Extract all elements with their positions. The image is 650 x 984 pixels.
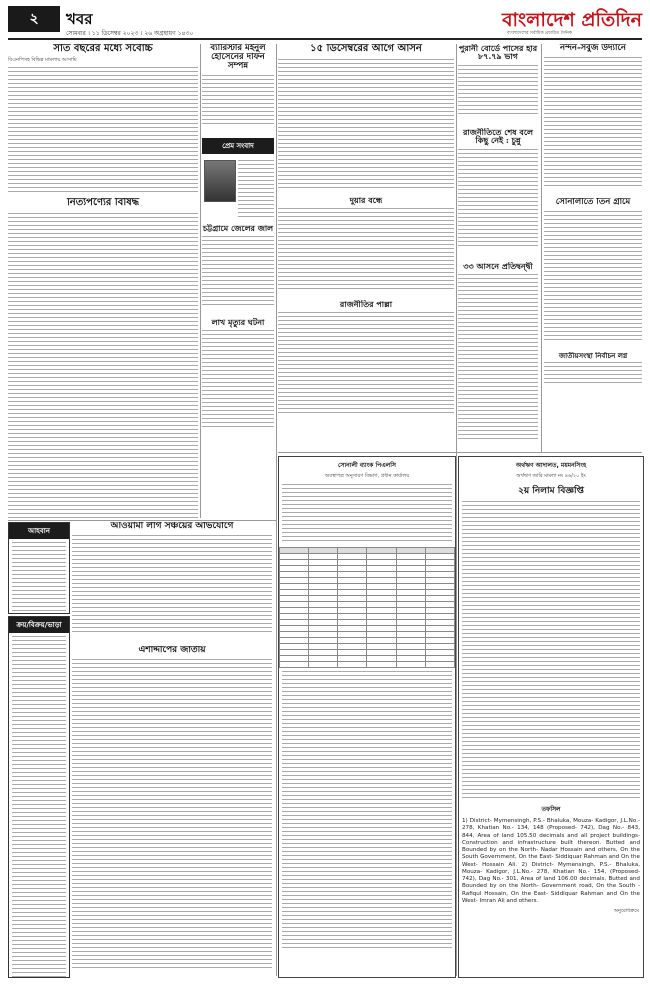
buy-sell-box (8, 616, 70, 978)
masthead (8, 6, 642, 36)
buy-sell-heading: ক্রয়/বিক্রয়/ভাড়া (9, 617, 69, 633)
story-lakh (202, 318, 274, 438)
body-text-block (12, 542, 66, 614)
body-text-block (12, 636, 66, 978)
notice-title: ২য় নিলাম বিজ্ঞপ্তি (518, 486, 584, 496)
classified-heading: আহবান (9, 523, 69, 539)
divider (200, 44, 201, 518)
body-text-block (238, 160, 274, 220)
story-esho (72, 646, 272, 976)
headline-aawami: আওয়ামী লীগ সঞ্চয়ের অভিযোগে (110, 522, 234, 531)
story-aawami (72, 522, 272, 642)
story-duar (278, 196, 454, 296)
body-text-block (462, 501, 640, 801)
signoff: অনুরোধক্রমে (613, 908, 639, 915)
court-title: অর্থঋণ আদালত, ময়মনসিংহ (515, 462, 587, 469)
story-rajniti (278, 300, 454, 420)
headline-lakh: লাখ মৃত্যুর ঘটনা (211, 318, 265, 327)
divider (8, 520, 276, 521)
body-text-block (544, 211, 642, 341)
bank-department: অবস্থাপত্র অনুসারণ বিভাগ, প্রধান কার্যালয় (324, 473, 410, 479)
story-nandan (544, 44, 642, 194)
bank-name: সোনালী ব্যাংক পিএলসি (338, 462, 396, 469)
headline-jaitirba: জাতীয়সংস্থা নির্বাচন লগ্ন (558, 352, 628, 360)
page-number: ২ (8, 6, 60, 32)
story-jaitirba (544, 352, 642, 392)
body-text-block (8, 213, 198, 519)
court-notice (458, 456, 644, 978)
headline-puran: পুরানী বোর্ডে পাসের হার ৮৭.৭৯ ভাগ (458, 44, 538, 62)
story-seat (278, 44, 454, 194)
divider (541, 44, 542, 452)
body-text-block (282, 484, 452, 544)
body-text-block (202, 236, 274, 306)
body-text-block (544, 362, 642, 386)
divider (276, 44, 277, 976)
bank-table (279, 547, 455, 668)
headline-chattogram: চট্টগ্রামে জেলের জাল (202, 224, 274, 233)
story-fortieth (458, 262, 538, 452)
body-text-block (202, 330, 274, 430)
story-top-left (8, 44, 198, 194)
bank-advertisement (278, 456, 456, 978)
classified-box (8, 522, 70, 614)
body-text-block (278, 208, 454, 292)
story-left-second (8, 198, 198, 518)
court-subtitle: অর্থঋণ জারি মামলা নং ৪৬/২০ ইং (516, 473, 586, 479)
headline-rajniti-shesh: রাজনীতিতে শেষ বলে কিছু নেই : চুন্নু (462, 128, 534, 146)
body-text-block (8, 67, 198, 195)
section-title: খবর (66, 10, 93, 28)
story-barrister (202, 44, 274, 134)
headline-seat: ১৫ ডিসেম্বরের আগে আসন (310, 44, 422, 54)
body-text-block (282, 671, 452, 951)
headline-top-left: সাত বছরের মধ্যে সর্বোচ্চ (53, 44, 153, 54)
body-text-block (278, 312, 454, 416)
story-sonali (544, 198, 642, 348)
body-text-block (458, 65, 538, 117)
portrait-photo (204, 160, 236, 202)
prem-text (238, 160, 274, 220)
story-rajniti-shesh (458, 128, 538, 258)
headline-esho: এশাদ্দীপের জাতীয় (138, 646, 206, 655)
headline-rajniti: রাজনীতির পাল্লা (339, 300, 393, 309)
masthead-rule (8, 38, 642, 40)
story-puran (458, 44, 538, 124)
subhead-top-left: বিএনপিসহ বিভিন্ন মামলায় আসামি (8, 56, 77, 63)
body-text-block (72, 535, 272, 635)
divider (278, 452, 642, 453)
headline-fortieth: ৩৩ আসনে প্রতিদ্বন্দ্বী (463, 262, 533, 271)
story-chattogram (202, 224, 274, 314)
brand-tagline: বাংলাদেশের সর্বাধিক প্রচারিত দৈনিক (506, 31, 572, 36)
body-text-block (458, 274, 538, 442)
prem-heading: প্রেম সংবাদ (202, 138, 274, 154)
body-text-block (72, 659, 272, 969)
headline-barrister: ব্যারিস্টার মইনুল হোসেনের দাফন সম্পন্ন (210, 44, 266, 71)
schedule-title: তফসিল (541, 806, 561, 813)
body-text-block (202, 75, 274, 125)
headline-nandan: নন্দন-সবুজ উদ্যানে (560, 44, 626, 53)
divider (456, 44, 457, 976)
headline-duar: দুয়ার বন্ধে (349, 196, 383, 205)
body-text-block (458, 149, 538, 249)
prem-label (202, 138, 274, 156)
headline-left-second: নিত্যপণ্যের বিষিদ্ধ (66, 198, 140, 208)
body-text-block (544, 57, 642, 187)
headline-sonali: সোনালীতে তিন গ্রামে (555, 198, 631, 207)
brand-logo: বাংলাদেশ প্রতিদিন (501, 9, 642, 31)
edition-date: সোমবার । ১১ ডিসেম্বর ২০২৩ । ২৬ অগ্রহায়ণ ১৪৩০ (66, 30, 194, 37)
schedule-english-text: 1) District- Mymensingh, P.S.- Bhaluka, Mouza- Kadigor, J.L.No.- 278, Khatian No.- 134, 148 (Proposed- 742), Dag No.- 843, 844, Area of land 105.50 decimals and all project buildings- Construction and infrastructure built thereon. Butted and Bounded by on the North- Nadar Hossain and others, On the South Government, On the East- Siddiquar Rahman and On the West- Hossain Ali. 2) District- Mymensingh, P.S.- Bhaluka, Mouza- Kadigor, J.L.No.- 278, Khatian No.- 154, (Proposed- 742), Dag No.- 301, Area of land 106.00 decimals. Butted and Bounded by on the North- Government road, On the South - Rafiqul Hossain, On the East- Siddiquar Rahman and On the West- Imran Ali and others. (462, 818, 640, 904)
body-text-block (278, 59, 454, 189)
